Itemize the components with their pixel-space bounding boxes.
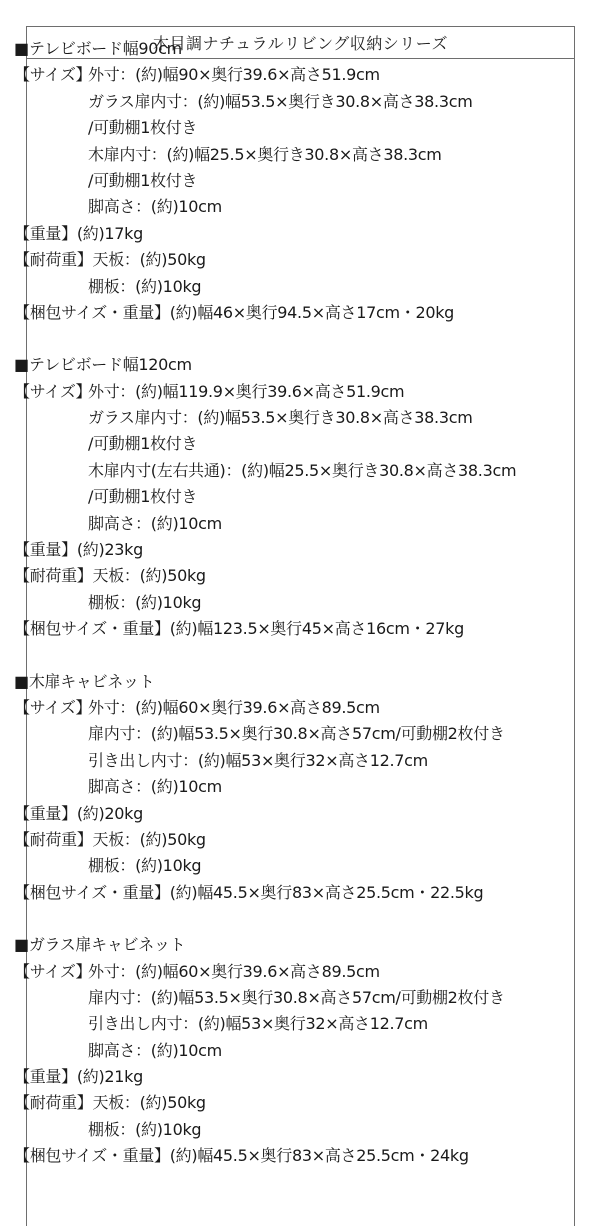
weight-line: [14, 1064, 550, 1090]
size-line: [14, 405, 550, 431]
size-line: [14, 168, 550, 194]
size-line: [14, 774, 550, 800]
pack-line: [14, 616, 550, 642]
size-value: /可動棚1枚付き: [88, 170, 198, 190]
load-value: 棚板：(約)10kg: [88, 592, 202, 612]
spec-content: [14, 36, 550, 1196]
size-line: [14, 458, 550, 484]
size-value: 扉内寸：(約)幅53.5×奥行30.8×高さ57cm/可動棚2枚付き: [88, 987, 505, 1007]
size-value: 木扉内寸：(約)幅25.5×奥行き30.8×高さ38.3cm: [88, 144, 442, 164]
load-line: [14, 590, 550, 616]
size-value: 外寸：(約)幅119.9×奥行39.6×高さ51.9cm: [88, 381, 405, 401]
pack-line: [14, 1143, 550, 1169]
load-value: 棚板：(約)10kg: [88, 856, 202, 876]
pack-value: (約)幅123.5×奥行45×高さ16cm・27kg: [169, 619, 464, 639]
size-value: /可動棚1枚付き: [88, 487, 198, 507]
weight-value: (約)23kg: [76, 540, 143, 560]
size-value: 引き出し内寸：(約)幅53×奥行32×高さ12.7cm: [88, 750, 428, 770]
size-value: 木扉内寸(左右共通)：(約)幅25.5×奥行き30.8×高さ38.3cm: [88, 460, 517, 480]
weight-line: [14, 221, 550, 247]
weight-line: [14, 537, 550, 563]
pack-value: (約)幅46×奥行94.5×高さ17cm・20kg: [169, 302, 455, 322]
size-value: 外寸：(約)幅90×奥行39.6×高さ51.9cm: [88, 65, 380, 85]
size-line: [14, 379, 550, 405]
size-label: 【サイズ】: [14, 697, 92, 717]
size-line: [14, 1038, 550, 1064]
section-heading: ■テレビボード幅120cm: [14, 355, 192, 375]
load-label: 【耐荷重】: [14, 250, 93, 270]
weight-value: (約)21kg: [76, 1067, 143, 1087]
load-line: [14, 247, 550, 273]
spec-section: [14, 932, 550, 1170]
pack-value: (約)幅45.5×奥行83×高さ25.5cm・22.5kg: [169, 882, 484, 902]
size-line: [14, 695, 550, 721]
size-value: /可動棚1枚付き: [88, 118, 198, 138]
load-label: 【耐荷重】: [14, 566, 93, 586]
pack-line: [14, 880, 550, 906]
size-line: [14, 62, 550, 88]
size-value: 扉内寸：(約)幅53.5×奥行30.8×高さ57cm/可動棚2枚付き: [88, 724, 505, 744]
size-value: /可動棚1枚付き: [88, 434, 198, 454]
size-value: 外寸：(約)幅60×奥行39.6×高さ89.5cm: [88, 961, 380, 981]
weight-label: 【重量】: [14, 540, 77, 560]
pack-label: 【梱包サイズ・重量】: [14, 302, 170, 322]
size-value: 脚高さ：(約)10cm: [88, 197, 222, 217]
load-value: 棚板：(約)10kg: [88, 276, 202, 296]
section-heading: ■木扉キャビネット: [14, 671, 155, 691]
spec-section: [14, 669, 550, 907]
pack-label: 【梱包サイズ・重量】: [14, 882, 170, 902]
load-line: [14, 274, 550, 300]
size-line: [14, 1011, 550, 1037]
size-line: [14, 89, 550, 115]
weight-label: 【重量】: [14, 1067, 77, 1087]
size-value: 外寸：(約)幅60×奥行39.6×高さ89.5cm: [88, 697, 380, 717]
section-heading: ■テレビボード幅90cm: [14, 39, 182, 58]
size-line: [14, 142, 550, 168]
weight-label: 【重量】: [14, 803, 77, 823]
size-label: 【サイズ】: [14, 381, 92, 401]
spec-title: 木目調ナチュラルリビング収納シリーズ: [27, 27, 574, 59]
pack-value: (約)幅45.5×奥行83×高さ25.5cm・24kg: [169, 1146, 469, 1166]
size-line: [14, 721, 550, 747]
size-line: [14, 985, 550, 1011]
size-line: [14, 748, 550, 774]
spec-section: [14, 352, 550, 642]
load-value: 天板：(約)50kg: [92, 829, 206, 849]
load-line: [14, 853, 550, 879]
load-line: [14, 1090, 550, 1116]
weight-value: (約)17kg: [76, 223, 143, 243]
load-value: 天板：(約)50kg: [92, 566, 206, 586]
spec-section: [14, 36, 550, 326]
pack-label: 【梱包サイズ・重量】: [14, 1146, 170, 1166]
size-line: [14, 115, 550, 141]
load-label: 【耐荷重】: [14, 829, 93, 849]
size-line: [14, 194, 550, 220]
load-value: 天板：(約)50kg: [92, 1093, 206, 1113]
size-line: [14, 484, 550, 510]
size-line: [14, 431, 550, 457]
pack-label: 【梱包サイズ・重量】: [14, 619, 170, 639]
pack-line: [14, 300, 550, 326]
size-value: ガラス扉内寸：(約)幅53.5×奥行き30.8×高さ38.3cm: [88, 408, 473, 428]
load-line: [14, 827, 550, 853]
load-value: 棚板：(約)10kg: [88, 1119, 202, 1139]
section-heading: ■ガラス扉キャビネット: [14, 935, 186, 955]
size-label: 【サイズ】: [14, 65, 92, 85]
size-value: 引き出し内寸：(約)幅53×奥行32×高さ12.7cm: [88, 1014, 428, 1034]
size-value: 脚高さ：(約)10cm: [88, 513, 222, 533]
load-label: 【耐荷重】: [14, 1093, 93, 1113]
load-line: [14, 563, 550, 589]
size-label: 【サイズ】: [14, 961, 92, 981]
size-value: 脚高さ：(約)10cm: [88, 777, 222, 797]
size-line: [14, 959, 550, 985]
size-line: [14, 511, 550, 537]
size-value: ガラス扉内寸：(約)幅53.5×奥行き30.8×高さ38.3cm: [88, 91, 473, 111]
load-line: [14, 1117, 550, 1143]
weight-line: [14, 801, 550, 827]
weight-label: 【重量】: [14, 223, 77, 243]
size-value: 脚高さ：(約)10cm: [88, 1040, 222, 1060]
load-value: 天板：(約)50kg: [92, 250, 206, 270]
weight-value: (約)20kg: [76, 803, 143, 823]
